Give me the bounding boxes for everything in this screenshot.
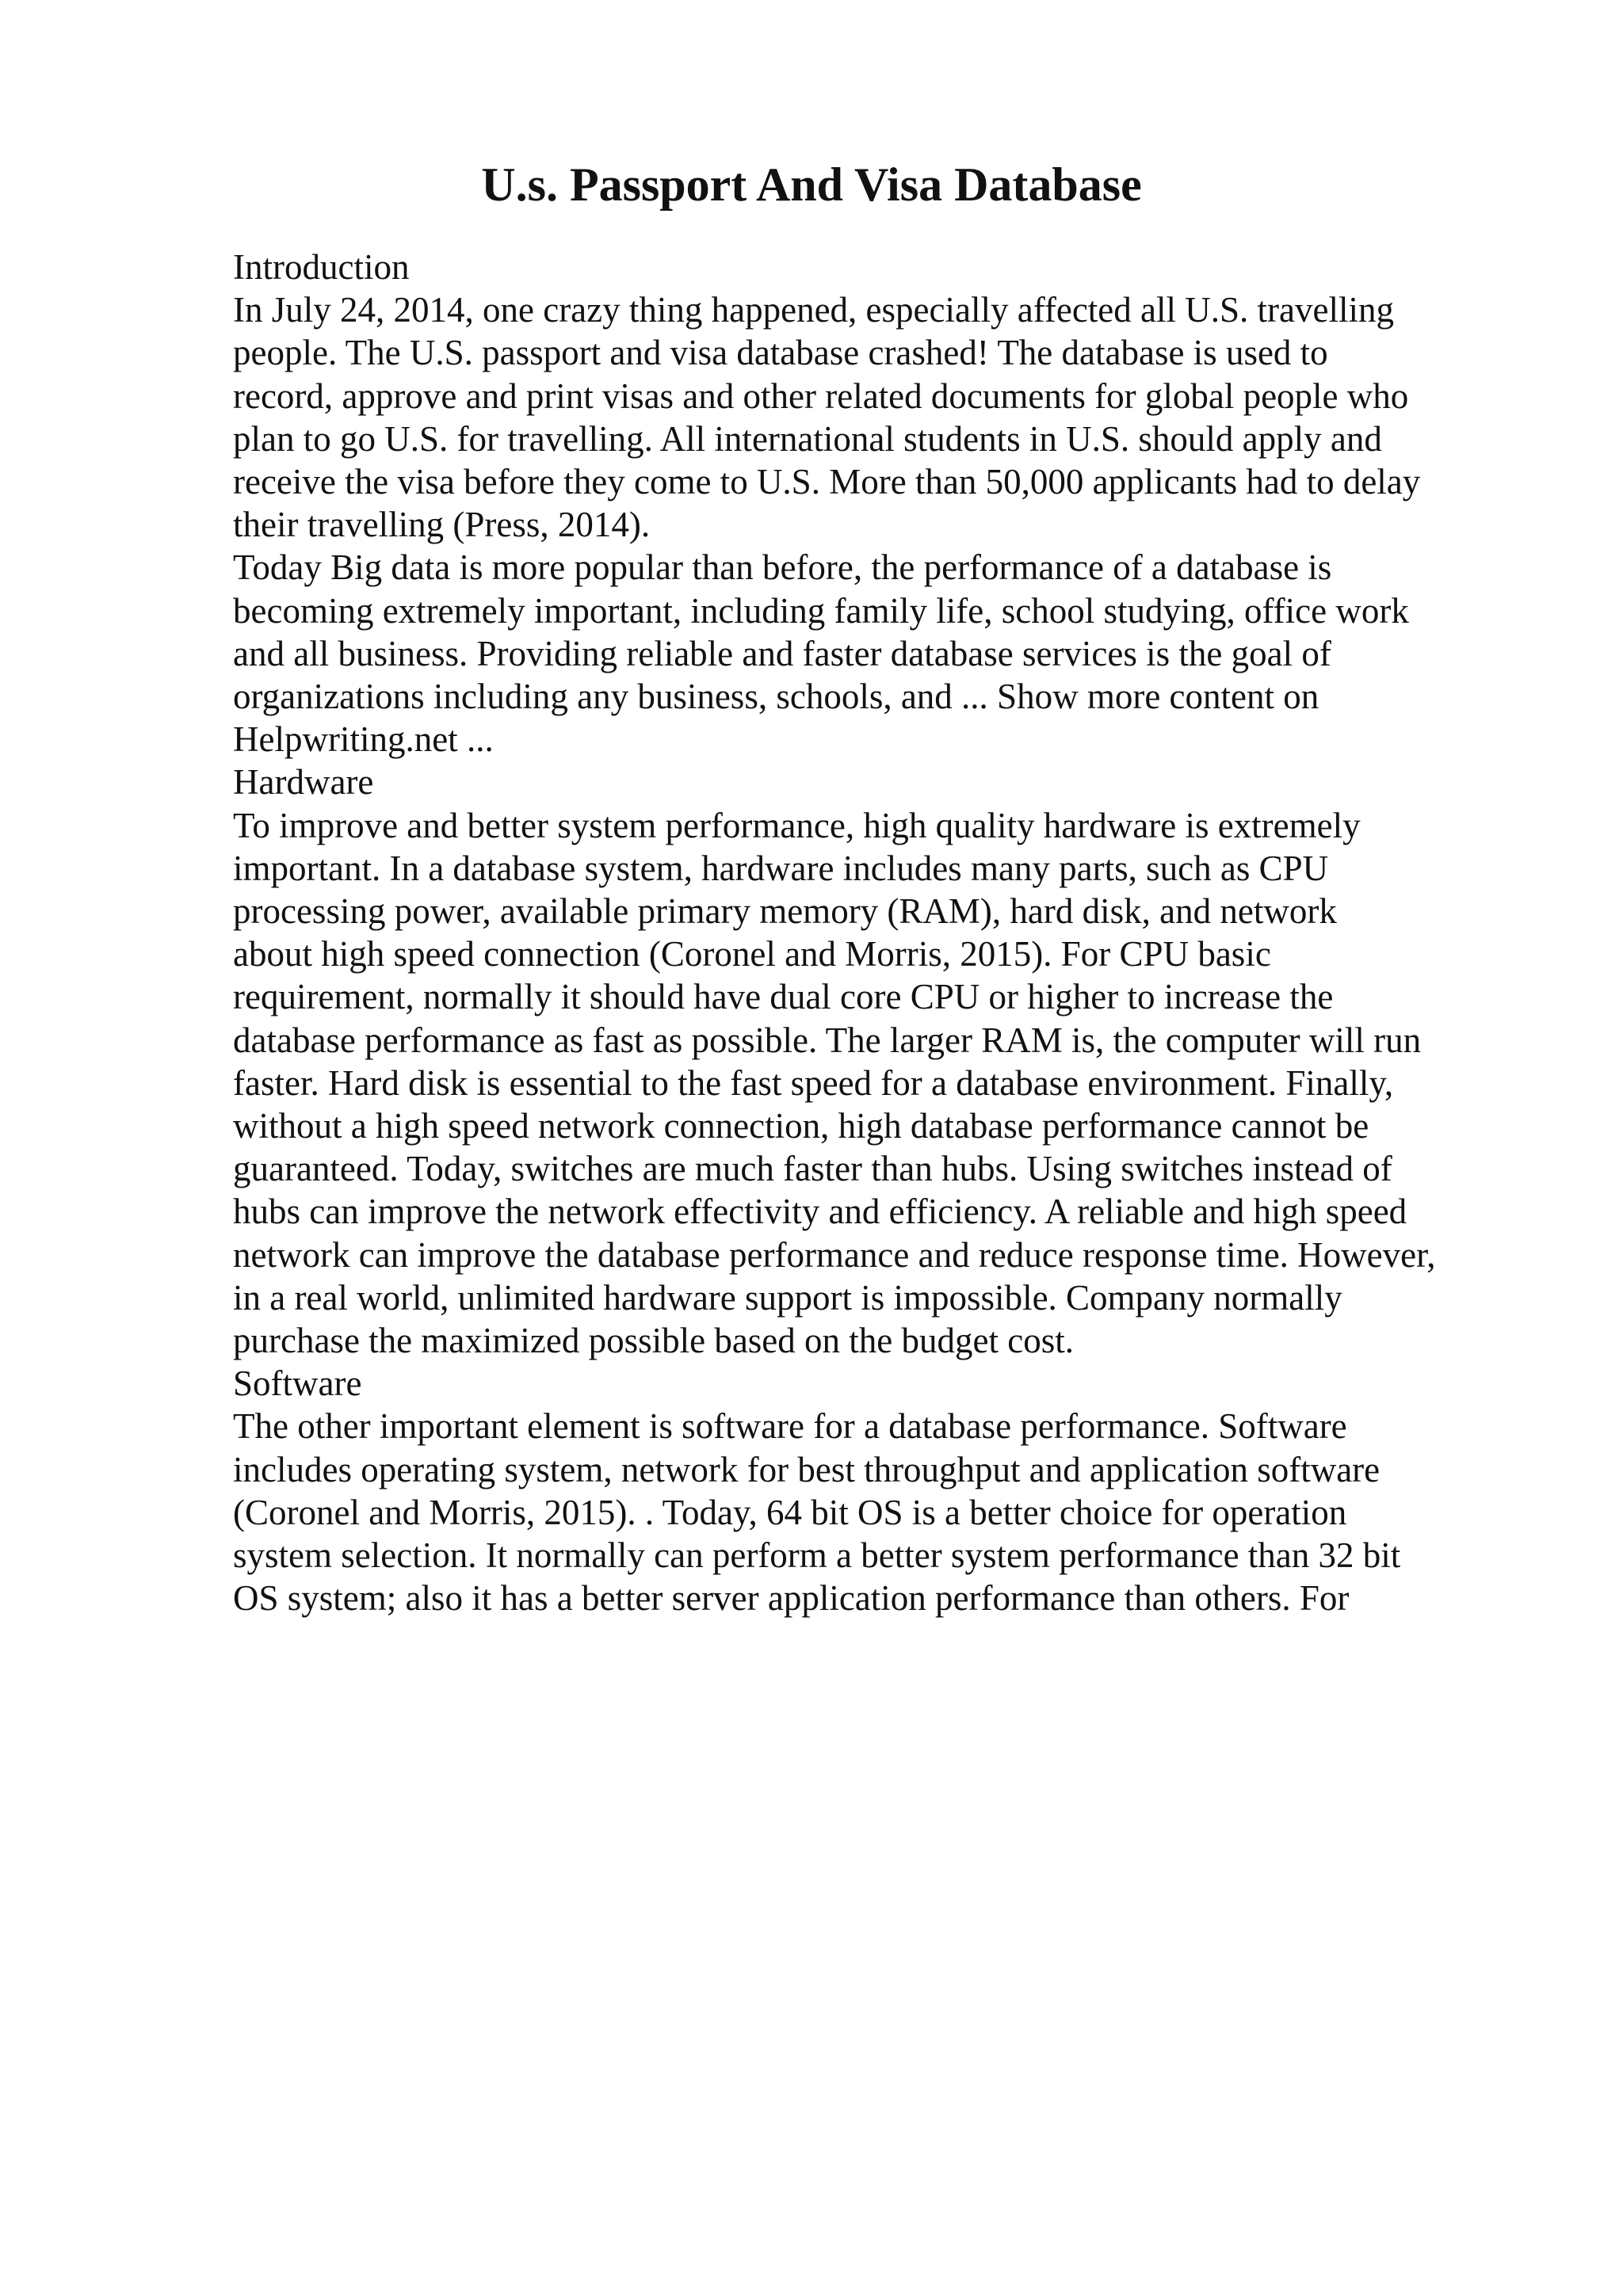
paragraph-introduction-1 <box>233 288 1501 546</box>
text-line: In July 24, 2014, one crazy thing happened, especially affected all U.S. travelling <box>233 290 1394 330</box>
text-line: To improve and better system performance, high quality hardware is extremely <box>233 805 1361 845</box>
text-line: requirement, normally it should have dual core CPU or higher to increase the <box>233 977 1334 1017</box>
text-line: processing power, available primary memory (RAM), hard disk, and network <box>233 891 1337 932</box>
text-line: without a high speed network connection, high database performance cannot be <box>233 1106 1369 1146</box>
text-line: important. In a database system, hardware includes many parts, such as CPU <box>233 848 1329 888</box>
text-line: Helpwriting.net ... <box>233 719 494 760</box>
text-line: their travelling (Press, 2014). <box>233 505 651 545</box>
text-line: hubs can improve the network effectivity and efficiency. A reliable and high speed <box>233 1192 1407 1232</box>
text-line: and all business. Providing reliable and faster database services is the goal of <box>233 633 1331 673</box>
document-body <box>233 246 1501 1620</box>
text-line: guaranteed. Today, switches are much faster than hubs. Using switches instead of <box>233 1149 1392 1189</box>
text-line: people. The U.S. passport and visa database crashed! The database is used to <box>233 333 1328 373</box>
paragraph-hardware <box>233 804 1501 1363</box>
text-line: network can improve the database performance and reduce response time. However, <box>233 1234 1436 1275</box>
text-line: in a real world, unlimited hardware support is impossible. Company normally <box>233 1277 1342 1318</box>
text-line: organizations including any business, schools, and ... Show more content on <box>233 677 1319 717</box>
section-heading-hardware <box>233 761 1501 803</box>
text-line: faster. Hard disk is essential to the fast speed for a database environment. Finally, <box>233 1062 1394 1103</box>
text-line: about high speed connection (Coronel and Morris, 2015). For CPU basic <box>233 934 1271 974</box>
text-line: Software <box>233 1363 362 1404</box>
text-line: record, approve and print visas and other related documents for global people who <box>233 376 1409 416</box>
text-line: database performance as fast as possible. The larger RAM is, the computer will run <box>233 1020 1422 1060</box>
text-line: Introduction <box>233 247 410 287</box>
paragraph-software <box>233 1405 1501 1619</box>
text-line: The other important element is software for a database performance. Software <box>233 1406 1347 1447</box>
paragraph-introduction-2 <box>233 546 1501 761</box>
text-line: (Coronel and Morris, 2015). . Today, 64 bit OS is a better choice for operation <box>233 1492 1347 1532</box>
text-line: includes operating system, network for best throughput and application software <box>233 1449 1381 1489</box>
text-line: OS system; also it has a better server application performance than others. For <box>233 1578 1350 1619</box>
text-line: plan to go U.S. for travelling. All international students in U.S. should apply and <box>233 418 1382 459</box>
text-line: becoming extremely important, including family life, school studying, office work <box>233 590 1409 631</box>
section-heading-software <box>233 1362 1501 1405</box>
text-line: receive the visa before they come to U.S. More than 50,000 applicants had to delay <box>233 462 1421 502</box>
document-title: U.s. Passport And Visa Database <box>481 158 1142 211</box>
text-line: system selection. It normally can perform a better system performance than 32 bit <box>233 1535 1401 1576</box>
section-heading-introduction <box>233 246 1501 288</box>
text-line: Hardware <box>233 762 374 803</box>
text-line: purchase the maximized possible based on the budget cost. <box>233 1321 1074 1361</box>
text-line: Today Big data is more popular than before, the performance of a database is <box>233 547 1332 588</box>
